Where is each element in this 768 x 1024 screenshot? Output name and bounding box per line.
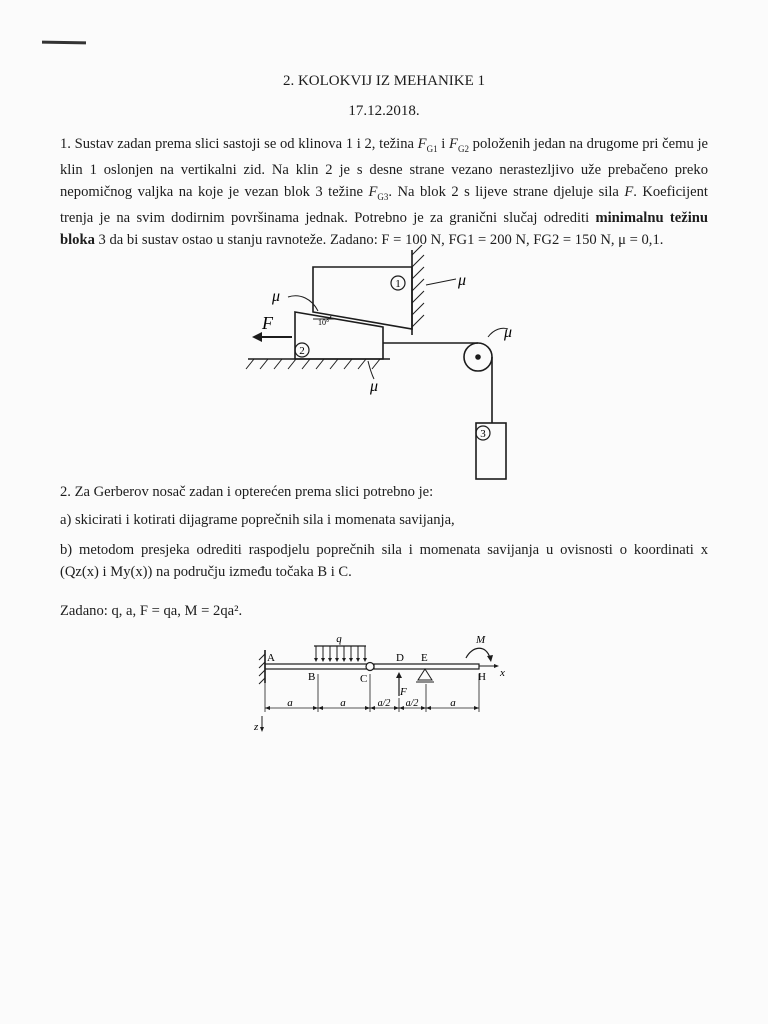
problem2-intro: 2. Za Gerberov nosač zadan i opterećen prema slici potrebno je: — [60, 484, 434, 500]
axis-x-label: x — [500, 667, 505, 679]
document-date: 17.12.2018. — [348, 103, 420, 119]
mu-label-wall: μ — [458, 272, 467, 289]
dimension-a-half-2: a/2 — [405, 698, 419, 709]
angle-label: 10° — [318, 318, 330, 327]
moment-M-label: M — [476, 634, 486, 646]
block1-label: 1 — [395, 278, 401, 290]
dimension-a-1: a — [287, 697, 293, 709]
point-E-label: E — [421, 652, 428, 664]
document-title: 2. KOLOKVIJ IZ MEHANIKE 1 — [282, 73, 486, 89]
problem2-item-b-line1: b) metodom presjeka odrediti raspodjelu poprečnih sila i momenata savijanja u ovisnosti o koordinati x — [60, 542, 708, 558]
mu-label-floor: μ — [370, 378, 379, 395]
block2-label: 2 — [299, 345, 305, 357]
dimension-a-2: a — [340, 697, 346, 709]
problem2-item-b-line2: (Qz(x) i My(x)) na području između točaka B i C. — [60, 564, 352, 580]
problem1-text: 1. Sustav zadan prema slici sastoji se od klinova 1 i 2, težina $F_{G1}$ i $F_{G2}$ položenih jedan na drugome pri čemu je klin 1 oslonjen na vertikalni zid. Na klin 2 je s desne strane vezano nerastezljivo uže prebačeno preko nepomičnog valjka na koje je vezan blok 3 težine $F_{G3}$. Na blok 2 s lijeve strane djeluje sila F. Koeficijent trenja je na svim dodirnim površinama jednak. Potrebno je za granični slučaj odrediti minimalnu težinu bloka 3 da bi sustav ostao u stanju ravnoteže. Zadano: F = 100 N, FG1 = 200 N, FG2 = 150 N, μ = 0,1. — [60, 136, 708, 248]
problem1-given: F = 100 N, FG1 = 200 N, FG2 = 150 N, μ = 0,1. — [381, 231, 664, 248]
problem2-given: Zadano: q, a, F = qa, M = 2qa². — [60, 603, 243, 619]
axis-z-label: z — [254, 721, 259, 733]
pen-mark — [42, 41, 86, 45]
dimension-a-half-1: a/2 — [377, 698, 391, 709]
force-F-label: F — [400, 686, 407, 698]
point-D-label: D — [396, 652, 404, 664]
point-A-label: A — [267, 652, 275, 664]
wedge-system-figure — [240, 245, 540, 490]
load-q-label: q — [336, 633, 342, 645]
point-B-label: B — [308, 671, 316, 683]
problem2-item-a: a) skicirati i kotirati dijagrame poprečnih sila i momenata savijanja, — [60, 512, 455, 528]
mu-label-pulley: μ — [504, 324, 513, 341]
mu-label-wedge: μ — [272, 288, 281, 305]
block3-label: 3 — [480, 428, 486, 440]
point-C-label: C — [360, 673, 368, 685]
dimension-a-3: a — [450, 697, 456, 709]
force-F-label: F — [262, 313, 273, 333]
point-H-label: H — [478, 671, 486, 683]
gerber-beam-figure — [250, 628, 520, 738]
